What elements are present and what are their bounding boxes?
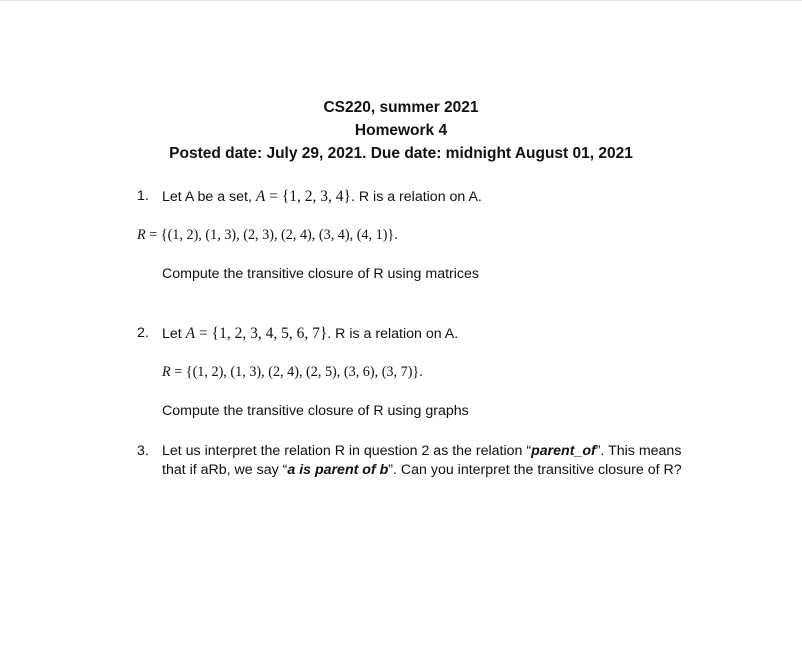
question-3-line-1-suffix: ”. This means (595, 443, 682, 459)
question-2-set-var: A (185, 325, 196, 342)
question-1-task: Compute the transitive closure of R using matrices (162, 266, 479, 282)
question-1-set-rest: = {1, 2, 3, 4} (265, 188, 351, 205)
question-2-relation-rest: = {(1, 2), (1, 3), (2, 4), (2, 5), (3, 6), (3, 7)}. (170, 364, 423, 380)
homework-title: Homework 4 (354, 122, 448, 139)
question-2-task: Compute the transitive closure of R using graphs (162, 403, 469, 419)
question-1-relation-var: R (137, 227, 146, 243)
question-1-set-definition (256, 188, 351, 205)
question-1-intro-suffix: . R is a relation on A. (350, 189, 482, 205)
question-1-set-var: A (255, 188, 266, 205)
question-3-line-1-prefix: Let us interpret the relation R in question 2 as the relation “ (162, 443, 532, 459)
question-1-relation-rest: = {(1, 2), (1, 3), (2, 3), (2, 4), (3, 4), (4, 1)}. (145, 227, 398, 243)
question-1-intro-prefix: Let A be a set, (162, 189, 256, 205)
question-2-relation (162, 363, 423, 382)
document-header (0, 96, 802, 165)
question-2-relation-var: R (162, 364, 171, 380)
question-2-intro (162, 324, 458, 344)
question-3-relation-name: parent_of (531, 443, 596, 459)
question-2-set-rest: = {1, 2, 3, 4, 5, 6, 7} (195, 325, 328, 342)
question-3-line-2-prefix: that if aRb, we say “ (162, 462, 288, 478)
dates-line: Posted date: July 29, 2021. Due date: midnight August 01, 2021 (169, 145, 633, 162)
question-1-relation (137, 226, 398, 245)
question-3-number: 3. (137, 443, 149, 459)
question-2-set-definition (186, 325, 328, 342)
top-border (0, 0, 802, 1)
question-3-line-1 (162, 442, 681, 461)
question-1-intro (162, 187, 482, 207)
question-2-number: 2. (137, 325, 149, 341)
question-3-line-2 (162, 461, 682, 480)
question-2-intro-suffix: . R is a relation on A. (327, 326, 459, 342)
course-title: CS220, summer 2021 (323, 99, 479, 116)
question-3-interpretation: a is parent of b (287, 462, 389, 478)
question-3-line-2-suffix: ”. Can you interpret the transitive closure of R? (388, 462, 682, 478)
question-2-intro-prefix: Let (162, 326, 186, 342)
question-1-number: 1. (137, 188, 149, 204)
